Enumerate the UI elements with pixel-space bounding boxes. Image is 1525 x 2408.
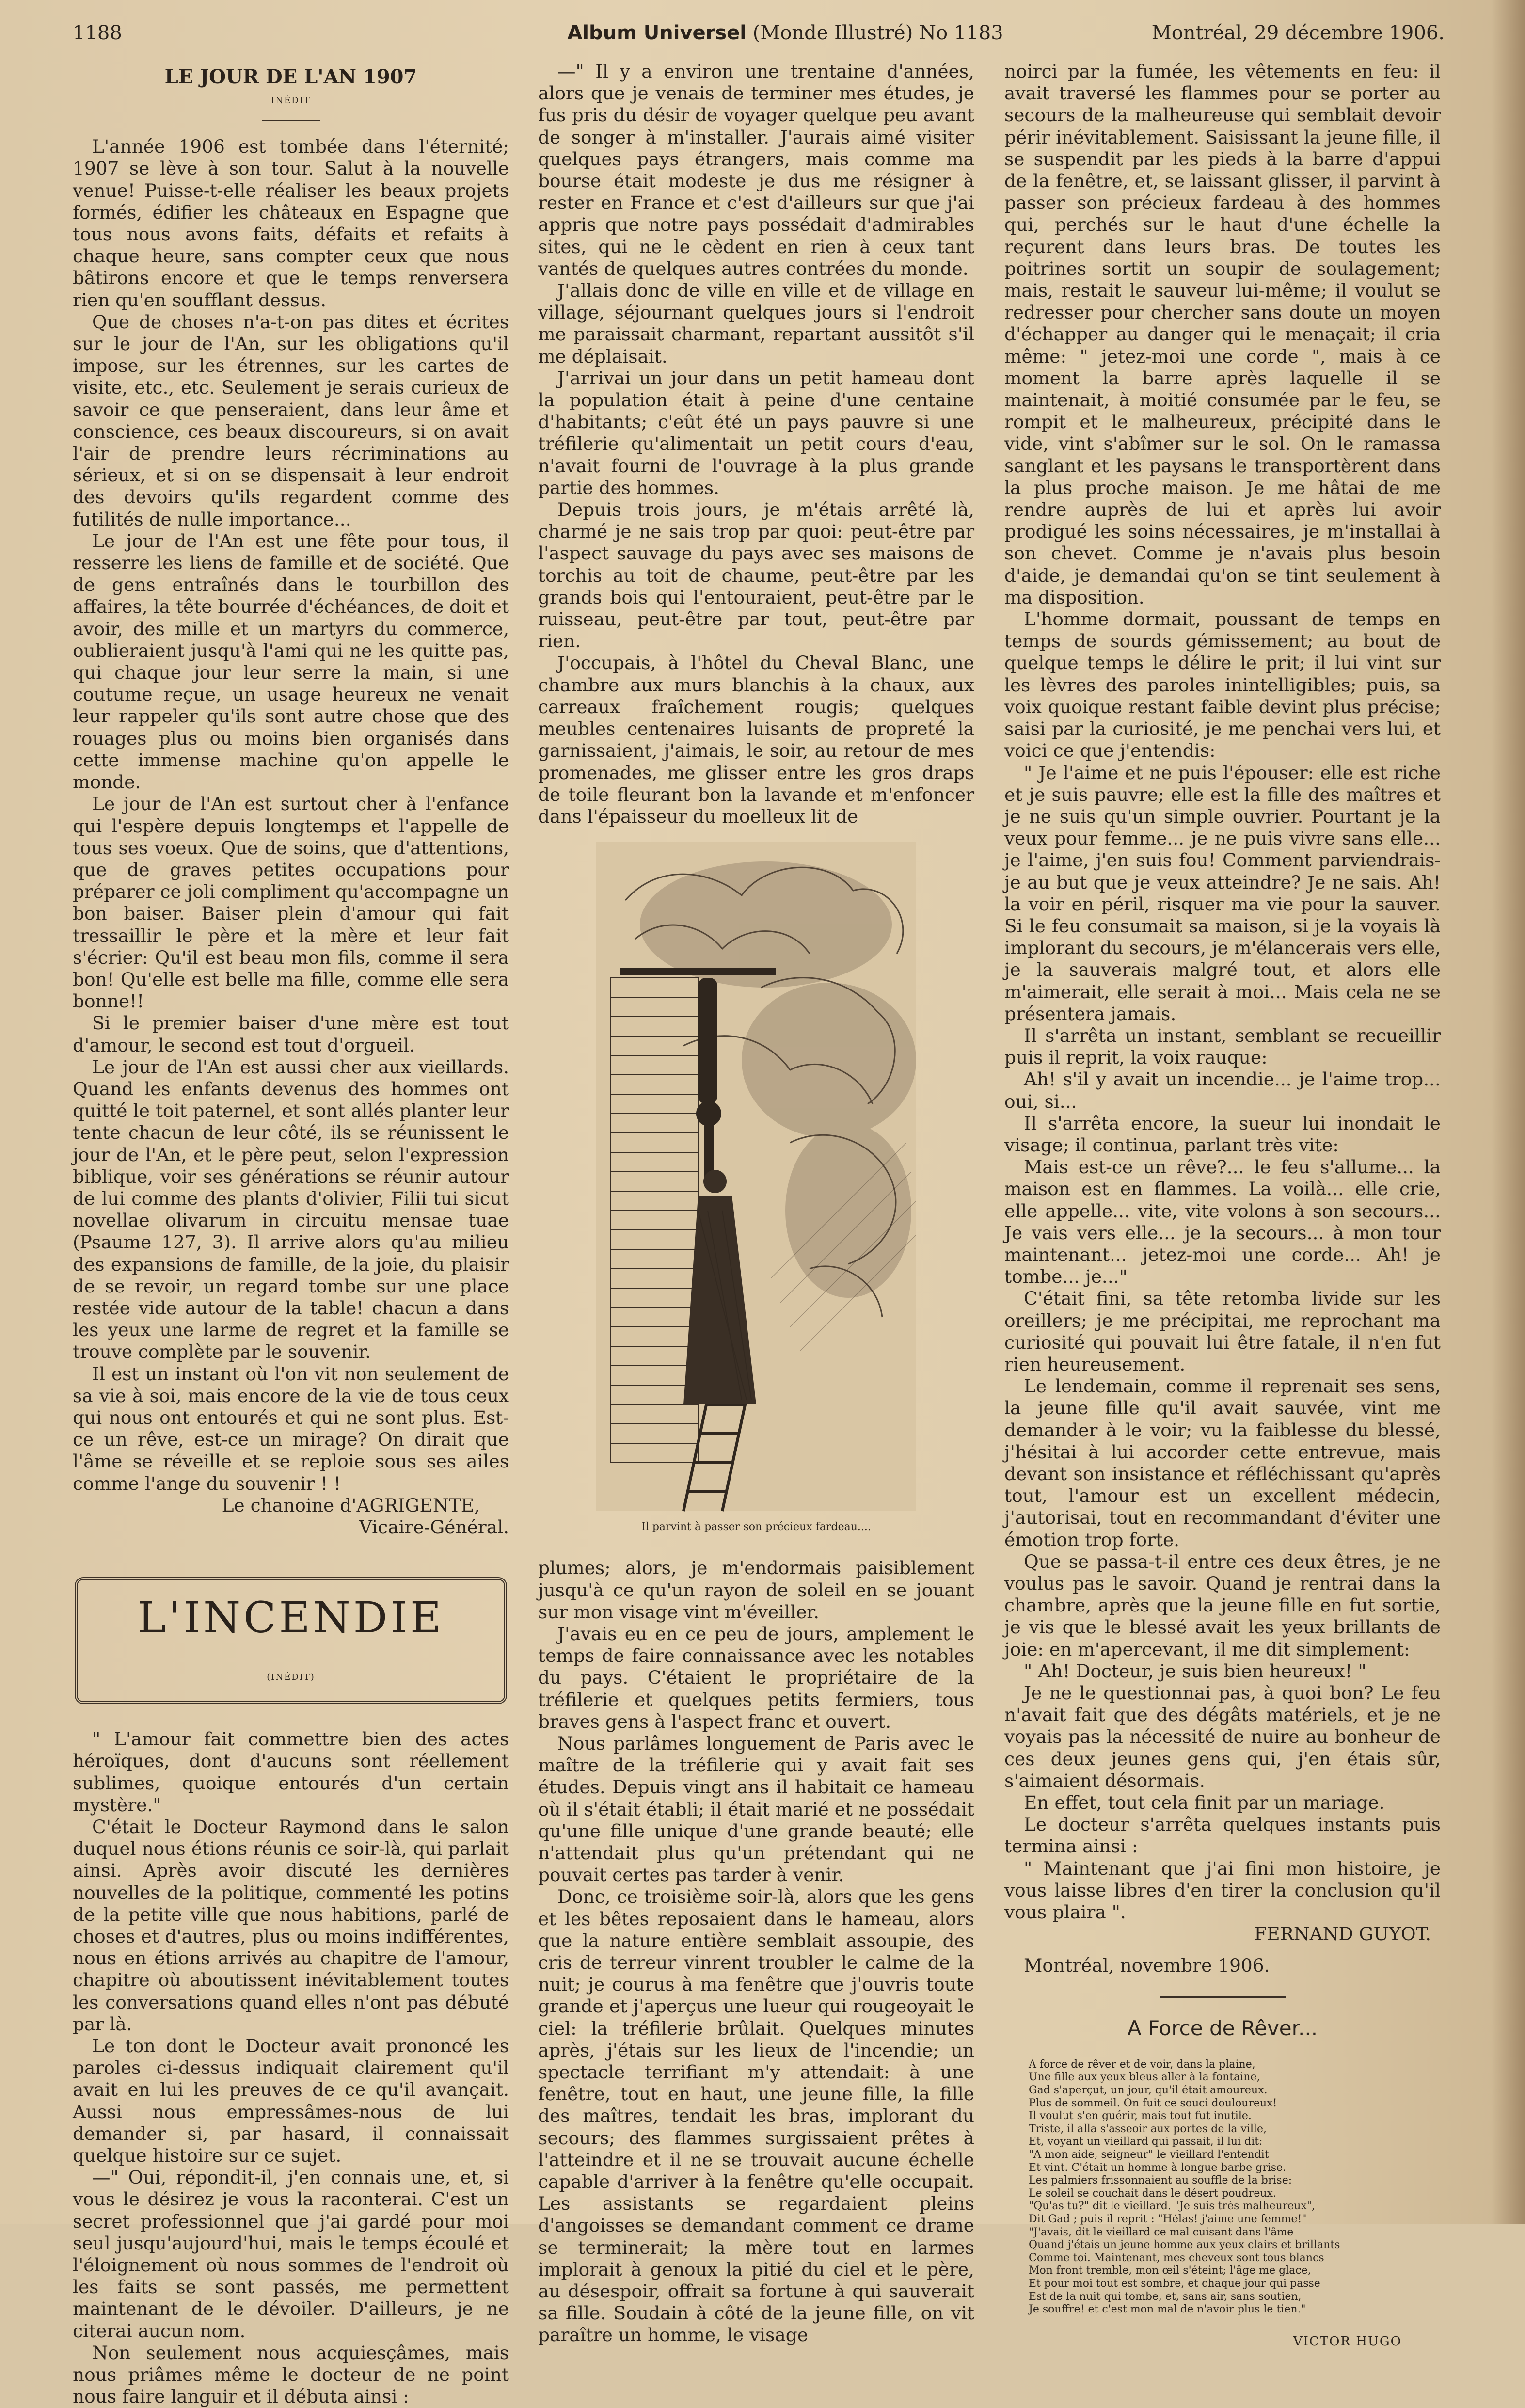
poem-line: "Qu'as tu?" dit le vieillard. "Je suis très malheureux", bbox=[1029, 2200, 1315, 2213]
paragraph: —" Oui, répondit-il, j'en connais une, et, si vous le désirez je vous la raconterai. C'est un secret professionnel que j'ai gardé pour moi seul jusqu'aujourd'hui, mais le temps écoulé et l'éloignement où nous sommes de l'endroit où les faits se sont passés, me permettent maintenant de le dévoiler. D'ailleurs, je ne citerai aucun nom. bbox=[73, 2167, 509, 2342]
paragraph: Le jour de l'An est surtout cher à l'enfance qui l'espère depuis longtemps et l'appelle de tous ses voeux. Que de soins, que d'attentions, que de graves petites occupations pour préparer ce joli compliment qu'accompagne un bon baiser. Baiser plein d'amour qui fait tressaillir le père et la mère et leur fait s'écrier: Qu'il est beau mon fils, comme il sera bon! Qu'elle est belle ma fille, comme elle sera bonne!! bbox=[73, 793, 509, 1012]
incendie-title-frame bbox=[75, 1577, 507, 1704]
paragraph: " Ah! Docteur, je suis bien heureux! " bbox=[1024, 1660, 1366, 1682]
article-title: LE JOUR DE L'AN 1907 bbox=[164, 65, 417, 88]
incendie-place-date: Montréal, novembre 1906. bbox=[1024, 1955, 1270, 1977]
paragraph: noirci par la fumée, les vêtements en feu: il avait traversé les flammes pour se porter au secours de la malheureuse qui semblait devoir périr inévitablement. Saisissant la jeune fille, il se suspendit par les pieds à la barre d'appui de la fenêtre, et, se laissant glisser, il parvint à passer son précieux fardeau à des hommes qui, perchés sur le haut d'une échelle la reçurent dans leurs bras. De toutes les poitrines sortit un soupir de soulagement; mais, restait le sauveur lui-même; il voulut se redresser pour chercher sans doute un moyen d'échapper au danger qui le menaçait; il cria même: " jetez-moi une corde ", mais à ce moment la barre après laquelle il se maintenait, à moitié consumée par le feu, se rompit et le malheureux, précipité dans le vide, vint s'abîmer sur le sol. On le ramassa sanglant et les paysans le transportèrent dans la plus proche maison. Je me hâtai de me rendre auprès de lui et après lui avoir prodigué les soins nécessaires, je m'installai à son chevet. Comme je n'avais plus besoin d'aide, je demandai qu'on se tint seulement à ma disposition. bbox=[1004, 61, 1441, 608]
issue-date: Montréal, 29 décembre 1906. bbox=[1151, 22, 1445, 44]
poem-line: Dit Gad ; puis il reprit : "Hélas! j'aime une femme!" bbox=[1029, 2213, 1307, 2225]
poem-author: VICTOR HUGO bbox=[1293, 2334, 1402, 2349]
column-2 bbox=[538, 61, 974, 2346]
paragraph: " Maintenant que j'ai fini mon histoire, je vous laisse libres d'en tirer la conclusion qu'il vous plaira ". bbox=[1004, 1857, 1441, 1923]
poem-line: Quand j'étais un jeune homme aux yeux clairs et brillants bbox=[1029, 2239, 1340, 2251]
incendie-title: L'INCENDIE bbox=[137, 1593, 445, 1643]
poem-body bbox=[1004, 2058, 1441, 2316]
paragraph: J'arrivai un jour dans un petit hameau dont la population était à peine d'une centaine d'habitants; c'eût été un pays pauvre si une tréfilerie qu'alimentait un petit cours d'eau, n'avait fourni de l'ouvrage à la plus grande partie des hommes. bbox=[538, 367, 974, 498]
paragraph: Que se passa-t-il entre ces deux êtres, je ne voulus pas le savoir. Quand je rentrai dans la chambre, après que la jeune fille en fut sortie, je vis que le blessé avait les yeux brillants de joie: en m'apercevant, il me dit simplement: bbox=[1004, 1550, 1441, 1660]
poem-line: Les palmiers frissonnaient au souffle de la brise: bbox=[1029, 2174, 1292, 2187]
paragraph: Le docteur s'arrêta quelques instants puis termina ainsi : bbox=[1004, 1814, 1441, 1857]
page-number: 1188 bbox=[73, 22, 122, 44]
paragraph: J'allais donc de ville en ville et de village en village, séjournant quelques jours si l'endroit me paraissait charmant, repartant aussitôt s'il me déplaisait. bbox=[538, 280, 974, 367]
paragraph: Il est un instant où l'on vit non seulement de sa vie à soi, mais encore de la vie de tous ceux qui nous ont entourés et qui ne sont plus. Est-ce un rêve, est-ce un mirage? On dirait que l'âme se réveille et se reploie sous ses ailes comme l'ange du souvenir ! ! bbox=[73, 1363, 509, 1494]
poem-title: A Force de Rêver... bbox=[1127, 2016, 1318, 2040]
paragraph: " L'amour fait commettre bien des actes héroïques, dont d'aucuns sont réellement sublimes, quoique entourés d'un certain mystère." bbox=[73, 1728, 509, 1816]
publication-line bbox=[538, 18, 1033, 48]
section-divider bbox=[1160, 1996, 1286, 1998]
issue-number: No 1183 bbox=[919, 22, 1003, 44]
paragraph: Depuis trois jours, je m'étais arrêté là, charmé je ne sais trop par quoi: peut-être par l'aspect sauvage du pays avec ses maisons de torchis au toit de chaume, peut-être par les grands bois qui l'entouraient, peut-être par le ruisseau, peut-être par tout, peut-être par rien. bbox=[538, 499, 974, 652]
poem-line: Et pour moi tout est sombre, et chaque jour qui passe bbox=[1029, 2277, 1320, 2290]
masthead bbox=[73, 18, 1445, 52]
paragraph: L'année 1906 est tombée dans l'éternité; 1907 se lève à son tour. Salut à la nouvelle venue! Puisse-t-elle réaliser les beaux projets formés, édifier les châteaux en Espagne que tous nous avons faits, défaits et refaits à chaque heure, sans compter ceux que nous bâtirons encore et que le temps renversera rien qu'en soufflant dessus. bbox=[73, 136, 509, 311]
poem-line: Est de la nuit qui tombe, et, sans air, sans soutien, bbox=[1029, 2290, 1302, 2303]
illustration-drawing bbox=[538, 842, 974, 1511]
paragraph: Non seulement nous acquiesçâmes, mais nous priâmes même le docteur de ne point nous faire languir et il débuta ainsi : bbox=[73, 2342, 509, 2408]
paragraph: —" Il y a environ une trentaine d'années, alors que je venais de terminer mes études, je fus pris du désir de voyager quelque peu avant de songer à m'installer. J'aurais aimé visiter quelques pays étrangers, mais comme ma bourse était modeste je dus me résigner à rester en France et c'est d'ailleurs sur que j'ai appris que notre pays possédait d'admirables sites, qui ne le cèdent en rien à ceux tant vantés de quelques autres contrées du monde. bbox=[538, 61, 974, 279]
paragraph: Que de choses n'a-t-on pas dites et écrites sur le jour de l'An, sur les obligations qu'il impose, sur les étrennes, sur les cartes de visite, etc., etc. Seulement je serais curieux de savoir ce que penseraient, dans leur âme et conscience, ces beaux discoureurs, si on avait l'air de prendre leurs récriminations au sérieux, et si on se dispensait à leur endroit des devoirs qu'ils regardent comme des futilités de nulle importance... bbox=[73, 311, 509, 530]
paragraph: Je ne le questionnai pas, à quoi bon? Le feu n'avait fait que des dégâts matériels, et je ne voyais pas la nécessité de nuire au bonheur de ces deux jeunes gens qui, j'en étais sûr, s'aimaient désormais. bbox=[1004, 1682, 1441, 1791]
paragraph: " Je l'aime et ne puis l'épouser: elle est riche et je suis pauvre; elle est la fille des maîtres et je ne suis qu'un simple ouvrier. Pourtant je la veux pour femme... je ne puis vivre sans elle... je l'aime, j'en suis fou! Comment parviendrais-je au but que je veux atteindre? Je ne sais. Ah! la voir en péril, risquer ma vie pour la sauver. Si le feu consumait sa maison, si je la voyais là implorant du secours, je m'élancerais vers elle, je la sauverais malgré tout, et alors elle m'aimerait, elle serait à moi... Mais cela ne se présentera jamais. bbox=[1004, 762, 1441, 1024]
poem-line: Il voulut s'en guérir, mais tout fut inutile. bbox=[1029, 2110, 1252, 2122]
paragraph: Le jour de l'An est aussi cher aux vieillards. Quand les enfants devenus des hommes ont quitté le toit paternel, et sont allés planter leur tente chacun de leur côté, ils se réunissent le jour de l'An, et le père peut, selon l'expression biblique, voir ses générations se réunir autour de lui comme des plants d'olivier, Filii tui sicut novellae olivarum in circuitu mensae tuae (Psaume 127, 3). Il arrive alors qu'au milieu des expansions de famille, de la joie, du plaisir de se revoir, un regard tombe sur une place restée vide autour de la table! chacun a dans les yeux une larme de regret et la famille se trouve complète par le souvenir. bbox=[73, 1056, 509, 1363]
paragraph: L'homme dormait, poussant de temps en temps de sourds gémissement; au bout de quelque temps le délire le prit; il lui vint sur les lèvres des paroles inintelligibles; puis, sa voix quoique restant faible devint plus précise; saisi par la curiosité, je me penchai vers lui, et voici ce que j'entendis: bbox=[1004, 608, 1441, 762]
illustration-caption: Il parvint à passer son précieux fardeau.... bbox=[641, 1521, 871, 1533]
poem-line: Et vint. C'était un homme à longue barbe grise. bbox=[1029, 2161, 1287, 2174]
paragraph: Ah! s'il y avait un incendie... je l'aime trop... oui, si... bbox=[1004, 1068, 1441, 1112]
signature-title: Vicaire-Général. bbox=[359, 1516, 509, 1538]
paragraph: C'était fini, sa tête retomba livide sur les oreillers; je me précipitai, me reprochant ma curiosité qui pouvait lui être fatale, il n'en fut rien heureusement. bbox=[1004, 1288, 1441, 1375]
poem-line: Triste, il alla s'asseoir aux portes de la ville, bbox=[1029, 2122, 1267, 2135]
column-1 bbox=[73, 61, 509, 2408]
poem-line: Je souffre! et c'est mon mal de n'avoir plus le tien." bbox=[1029, 2303, 1306, 2316]
publication-subtitle: (Monde Illustré) bbox=[752, 22, 913, 44]
incendie-inedit-label: (INÉDIT) bbox=[267, 1672, 315, 1683]
publication-name: Album Universel bbox=[567, 22, 747, 44]
page-edge-shadow bbox=[1491, 0, 1525, 2224]
signature-author: Le chanoine d'AGRIGENTE, bbox=[222, 1494, 480, 1516]
paragraph: Mais est-ce un rêve?... le feu s'allume... la maison est en flammes. La voilà... elle crie, elle appelle... vite, vite volons à son secours... Je vais vers elle... je la secours... à mon tour maintenant... jetez-moi une corde... Ah! je tombe... je..." bbox=[1004, 1156, 1441, 1288]
poem-line: Et, voyant un vieillard qui passait, il lui dit: bbox=[1029, 2136, 1263, 2148]
article-inedit-label: INÉDIT bbox=[271, 96, 311, 106]
paragraph: Le lendemain, comme il reprenait ses sens, la jeune fille qu'il avait sauvée, vint me demander à le voir; vu la faiblesse du blessé, j'hésitai à lui accorder cette entrevue, mais devant son insistance et réfléchissant qu'après tout, l'amour est un excellent médecin, j'autorisai, tout en recommandant d'éviter une émotion trop forte. bbox=[1004, 1375, 1441, 1550]
poem-line: Le soleil se couchait dans le désert poudreux. bbox=[1029, 2187, 1276, 2200]
fire-rescue-illustration bbox=[538, 842, 974, 1511]
paragraph: Si le premier baiser d'une mère est tout d'amour, le second est tout d'orgueil. bbox=[73, 1012, 509, 1056]
paragraph: Il s'arrêta un instant, semblant se recueillir puis il reprit, la voix rauque: bbox=[1004, 1024, 1441, 1068]
poem-line: Comme toi. Maintenant, mes cheveux sont tous blancs bbox=[1029, 2251, 1324, 2264]
poem-line: Mon front tremble, mon œil s'éteint; l'âge me glace, bbox=[1029, 2264, 1311, 2277]
column-3 bbox=[1004, 61, 1441, 2349]
paragraph: J'occupais, à l'hôtel du Cheval Blanc, une chambre aux murs blanchis à la chaux, aux carreaux fraîchement rougis; quelques meubles centenaires luisants de propreté la garnissaient, j'aimais, le soir, au retour de mes promenades, me glisser entre les gros draps de toile fleurant bon la lavande et m'enfoncer dans l'épaisseur du moelleux lit de bbox=[538, 652, 974, 827]
paragraph: C'était le Docteur Raymond dans le salon duquel nous étions réunis ce soir-là, qui parlait ainsi. Après avoir discuté les dernières nouvelles de la politique, commenté les potins de la petite ville que nous habitions, parlé de choses et d'autres, plus ou moins indifférentes, nous en étions arrivés au chapitre de l'amour, chapitre où aboutissent inévitablement toutes les conversations quand elles n'ont pas débuté par là. bbox=[73, 1816, 509, 2035]
paragraph: Il s'arrêta encore, la sueur lui inondait le visage; il continua, parlant très vite: bbox=[1004, 1112, 1441, 1156]
title-rule bbox=[262, 120, 320, 121]
poem-line: Une fille aux yeux bleus aller à la fontaine, bbox=[1029, 2071, 1260, 2084]
paragraph: plumes; alors, je m'endormais paisiblement jusqu'à ce qu'un rayon de soleil en se jouant sur mon visage vint m'éveiller. bbox=[538, 1557, 974, 1623]
poem-line: Plus de sommeil. On fuit ce souci douloureux! bbox=[1029, 2097, 1277, 2109]
incendie-signature: FERNAND GUYOT. bbox=[1254, 1923, 1431, 1945]
poem-line: A force de rêver et de voir, dans la plaine, bbox=[1029, 2058, 1255, 2071]
poem-line: "J'avais, dit le vieillard ce mal cuisant dans l'âme bbox=[1029, 2226, 1294, 2238]
poem-line: Gad s'aperçut, un jour, qu'il était amoureux. bbox=[1029, 2084, 1268, 2097]
paragraph: Donc, ce troisième soir-là, alors que les gens et les bêtes reposaient dans le hameau, alors que la nature entière semblait assoupie, des cris de terreur vinrent troubler le calme de la nuit; je courus à ma fenêtre que j'ouvris toute grande et j'aperçus une lueur qui rougeoyait le ciel: la tréfilerie brûlait. Quelques minutes après, j'étais sur les lieux de l'incendie; un spectacle terrifiant m'y attendait: à une fenêtre, tout en haut, une jeune fille, la fille des maîtres, tendait les bras, implorant du secours; des flammes surgissaient prêtes à l'atteindre et il ne se trouvait aucune échelle capable d'arriver à la fenêtre qu'elle occupait. Les assistants se regardaient pleins d'angoisses se demandant comment ce drame se terminerait; la mère tout en larmes implorait à genoux la pitié du ciel et le père, au désespoir, offrait sa fortune à qui sauverait sa fille. Soudain à côté de la jeune fille, on vit paraître un homme, le visage bbox=[538, 1886, 974, 2346]
paragraph: J'avais eu en ce peu de jours, amplement le temps de faire connaissance avec les notables du pays. C'étaient le propriétaire de la tréfilerie et quelques petits fermiers, tous braves gens à l'aspect franc et ouvert. bbox=[538, 1623, 974, 1732]
paragraph: Le ton dont le Docteur avait prononcé les paroles ci-dessus indiquait clairement qu'il avait en lui les preuves de ce qu'il avançait. Aussi nous empressâmes-nous de lui demander si, par hasard, il connaissait quelque histoire sur ce sujet. bbox=[73, 2035, 509, 2167]
paragraph: Le jour de l'An est une fête pour tous, il resserre les liens de famille et de société. Que de gens entraînés dans le tourbillon des affaires, la tête bourrée d'échéances, de doit et avoir, des mille et un martyrs du commerce, oublieraient jusqu'à l'ami qui ne les quitte pas, qui chaque jour leur serre la main, si une coutume reçue, un usage heureux ne venait leur rappeler qu'ils sont autre chose que des rouages plus ou moins bien organisés dans cette immense machine qu'on appelle le monde. bbox=[73, 530, 509, 793]
paragraph: Nous parlâmes longuement de Paris avec le maître de la tréfilerie qui y avait fait ses études. Depuis vingt ans il habitait ce hameau où il s'était établi; il était marié et ne possédait qu'une fille unique d'une grande beauté; elle n'attendait plus qu'un prétendant qui ne pouvait certes pas tarder à venir. bbox=[538, 1732, 974, 1886]
poem-line: "A mon aide, seigneur" le vieillard l'entendit bbox=[1029, 2149, 1269, 2161]
paragraph: En effet, tout cela finit par un mariage. bbox=[1024, 1792, 1385, 1814]
